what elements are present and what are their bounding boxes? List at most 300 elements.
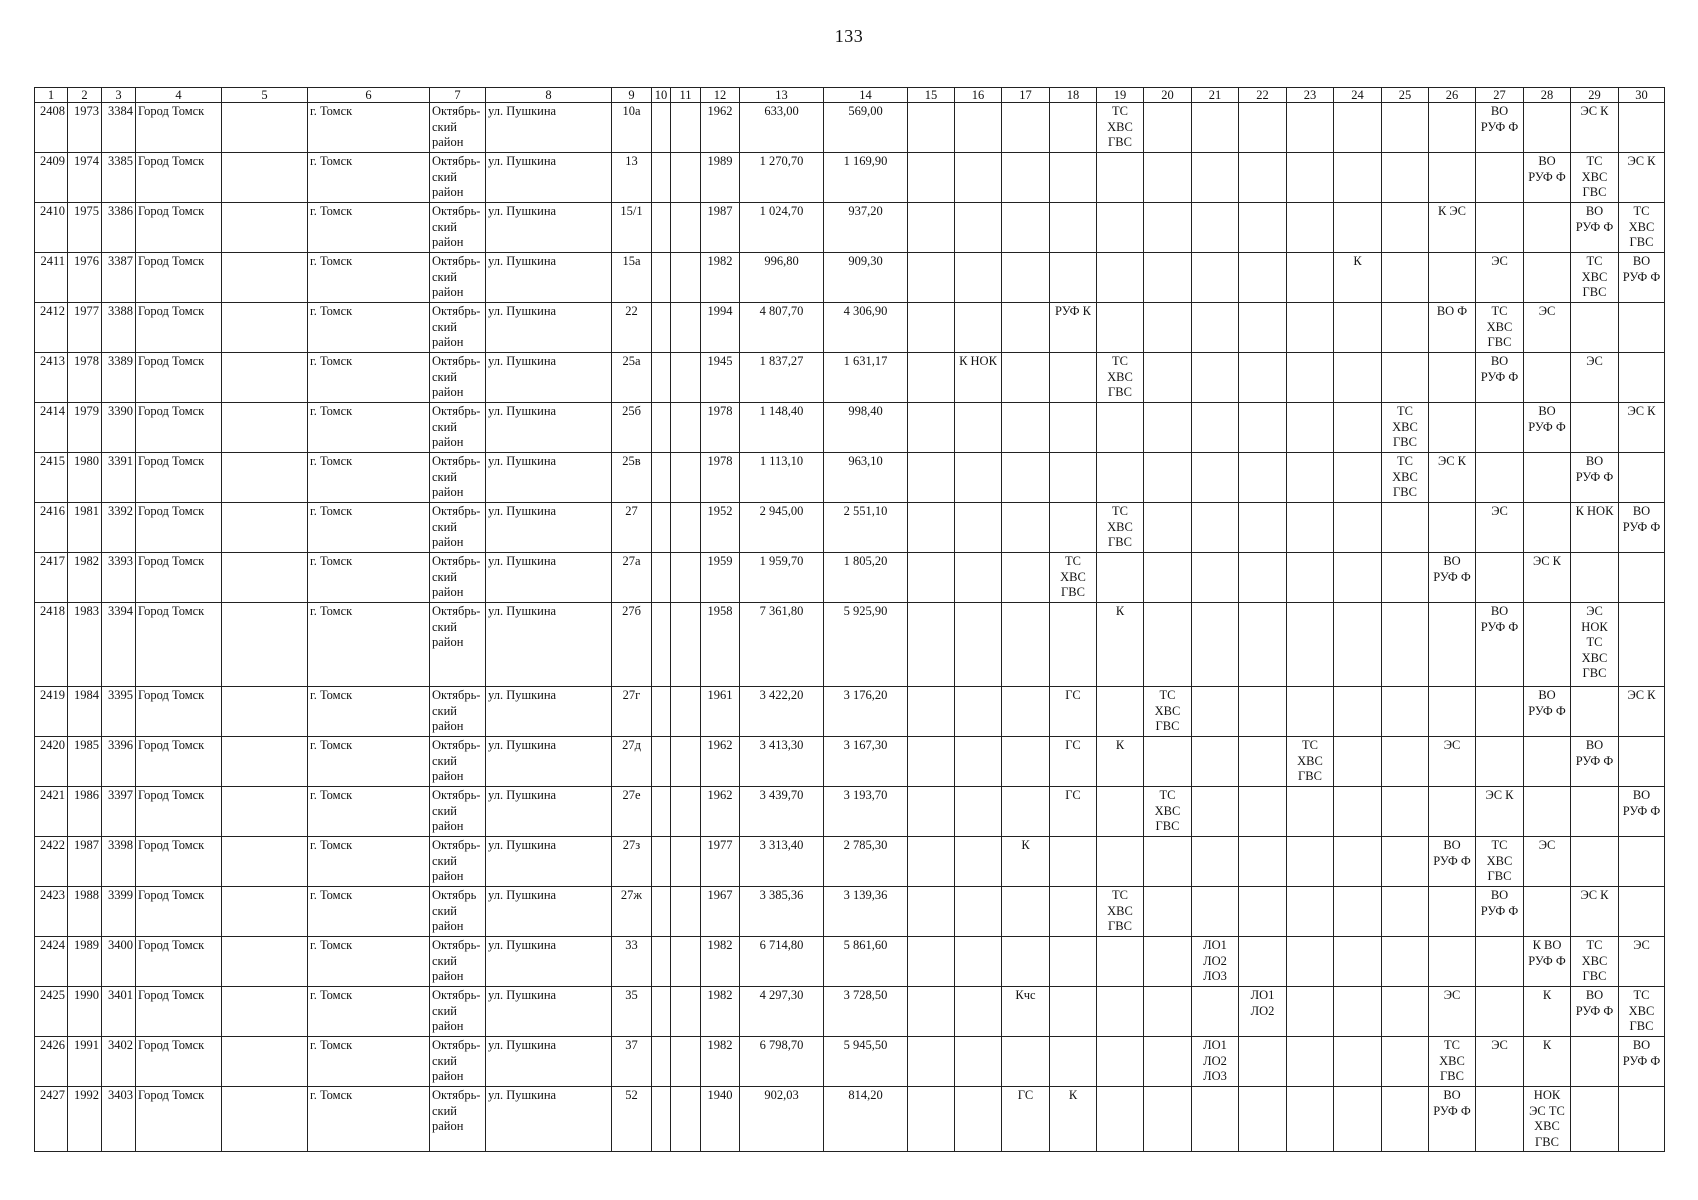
cell-col-14: 5 925,90 [824, 603, 908, 687]
cell-col-21 [1192, 403, 1239, 453]
cell-col-12: 1982 [701, 987, 740, 1037]
cell-col-20 [1144, 837, 1192, 887]
cell-col-13: 4 807,70 [740, 303, 824, 353]
cell-col-28 [1524, 787, 1571, 837]
cell-col-10 [652, 403, 671, 453]
table-row [35, 1087, 1665, 1152]
cell-col-18 [1050, 1037, 1097, 1087]
cell-col-15 [908, 153, 955, 203]
cell-col-30 [1619, 453, 1665, 503]
column-header-22: 22 [1239, 88, 1287, 103]
cell-col-21: ЛО1 ЛО2 ЛО3 [1192, 937, 1239, 987]
cell-col-9: 22 [612, 303, 652, 353]
cell-col-24 [1334, 303, 1382, 353]
cell-col-3: 3395 [102, 687, 136, 737]
cell-col-3: 3391 [102, 453, 136, 503]
column-header-18: 18 [1050, 88, 1097, 103]
cell-col-27 [1476, 553, 1524, 603]
cell-col-4: Город Томск [136, 203, 222, 253]
cell-col-10 [652, 603, 671, 687]
cell-col-22 [1239, 453, 1287, 503]
register-table [34, 87, 1665, 1152]
cell-col-26: ВО РУФ Ф [1429, 837, 1476, 887]
cell-col-29 [1571, 403, 1619, 453]
cell-col-25 [1382, 837, 1429, 887]
cell-col-24 [1334, 153, 1382, 203]
cell-col-22 [1239, 553, 1287, 603]
cell-col-28 [1524, 603, 1571, 687]
cell-col-15 [908, 103, 955, 153]
cell-col-11 [671, 737, 701, 787]
cell-col-29 [1571, 1037, 1619, 1087]
cell-col-8: ул. Пушкина [486, 503, 612, 553]
cell-col-24 [1334, 603, 1382, 687]
cell-col-14: 3 728,50 [824, 987, 908, 1037]
cell-col-5 [222, 1087, 308, 1152]
cell-col-7: Октябрь- ский район [430, 553, 486, 603]
cell-col-4: Город Томск [136, 353, 222, 403]
cell-col-14: 4 306,90 [824, 303, 908, 353]
cell-col-21 [1192, 253, 1239, 303]
cell-col-22 [1239, 353, 1287, 403]
cell-col-20 [1144, 203, 1192, 253]
cell-col-26: ЭС [1429, 987, 1476, 1037]
cell-col-24 [1334, 787, 1382, 837]
cell-col-8: ул. Пушкина [486, 687, 612, 737]
cell-col-13: 902,03 [740, 1087, 824, 1152]
cell-col-1: 2411 [35, 253, 68, 303]
cell-col-18 [1050, 603, 1097, 687]
cell-col-9: 33 [612, 937, 652, 987]
cell-col-11 [671, 203, 701, 253]
cell-col-28 [1524, 887, 1571, 937]
cell-col-18 [1050, 837, 1097, 887]
cell-col-17: К [1002, 837, 1050, 887]
cell-col-1: 2426 [35, 1037, 68, 1087]
cell-col-8: ул. Пушкина [486, 1087, 612, 1152]
cell-col-16 [955, 687, 1002, 737]
cell-col-15 [908, 453, 955, 503]
cell-col-9: 10а [612, 103, 652, 153]
cell-col-27: ЭС [1476, 253, 1524, 303]
cell-col-25 [1382, 553, 1429, 603]
cell-col-25 [1382, 1037, 1429, 1087]
cell-col-14: 937,20 [824, 203, 908, 253]
cell-col-4: Город Томск [136, 687, 222, 737]
cell-col-24: К [1334, 253, 1382, 303]
cell-col-16 [955, 987, 1002, 1037]
cell-col-16 [955, 603, 1002, 687]
cell-col-25 [1382, 687, 1429, 737]
cell-col-18: ГС [1050, 787, 1097, 837]
cell-col-27: ЭС [1476, 503, 1524, 553]
cell-col-4: Город Томск [136, 987, 222, 1037]
cell-col-13: 6 714,80 [740, 937, 824, 987]
cell-col-29: ЭС К [1571, 103, 1619, 153]
cell-col-6: г. Томск [308, 1037, 430, 1087]
cell-col-17 [1002, 103, 1050, 153]
cell-col-9: 27г [612, 687, 652, 737]
cell-col-10 [652, 887, 671, 937]
cell-col-28 [1524, 737, 1571, 787]
cell-col-9: 25б [612, 403, 652, 453]
cell-col-12: 1967 [701, 887, 740, 937]
cell-col-25 [1382, 253, 1429, 303]
cell-col-27 [1476, 737, 1524, 787]
cell-col-1: 2425 [35, 987, 68, 1037]
cell-col-16 [955, 503, 1002, 553]
column-header-15: 15 [908, 88, 955, 103]
cell-col-2: 1980 [68, 453, 102, 503]
table-row [35, 153, 1665, 203]
cell-col-8: ул. Пушкина [486, 353, 612, 403]
cell-col-3: 3400 [102, 937, 136, 987]
table-row [35, 687, 1665, 737]
cell-col-19: ТС ХВС ГВС [1097, 353, 1144, 403]
cell-col-11 [671, 403, 701, 453]
cell-col-29: ТС ХВС ГВС [1571, 153, 1619, 203]
cell-col-28 [1524, 253, 1571, 303]
cell-col-19 [1097, 1087, 1144, 1152]
cell-col-12: 1959 [701, 553, 740, 603]
cell-col-21 [1192, 203, 1239, 253]
cell-col-15 [908, 303, 955, 353]
cell-col-8: ул. Пушкина [486, 787, 612, 837]
cell-col-17 [1002, 503, 1050, 553]
cell-col-18: К [1050, 1087, 1097, 1152]
cell-col-15 [908, 1087, 955, 1152]
cell-col-22 [1239, 837, 1287, 887]
cell-col-9: 35 [612, 987, 652, 1037]
cell-col-2: 1988 [68, 887, 102, 937]
cell-col-20 [1144, 503, 1192, 553]
cell-col-28 [1524, 203, 1571, 253]
cell-col-2: 1984 [68, 687, 102, 737]
cell-col-23: ТС ХВС ГВС [1287, 737, 1334, 787]
cell-col-27: ЭС [1476, 1037, 1524, 1087]
cell-col-20 [1144, 937, 1192, 987]
cell-col-19 [1097, 837, 1144, 887]
cell-col-21 [1192, 837, 1239, 887]
column-header-28: 28 [1524, 88, 1571, 103]
cell-col-24 [1334, 503, 1382, 553]
cell-col-3: 3387 [102, 253, 136, 303]
cell-col-11 [671, 603, 701, 687]
cell-col-10 [652, 737, 671, 787]
cell-col-8: ул. Пушкина [486, 737, 612, 787]
cell-col-6: г. Томск [308, 737, 430, 787]
cell-col-16 [955, 787, 1002, 837]
cell-col-17 [1002, 253, 1050, 303]
cell-col-19 [1097, 987, 1144, 1037]
table-row [35, 403, 1665, 453]
table-row [35, 503, 1665, 553]
cell-col-28: К [1524, 987, 1571, 1037]
cell-col-6: г. Томск [308, 503, 430, 553]
cell-col-24 [1334, 353, 1382, 403]
cell-col-4: Город Томск [136, 887, 222, 937]
column-header-6: 6 [308, 88, 430, 103]
cell-col-15 [908, 837, 955, 887]
cell-col-15 [908, 937, 955, 987]
cell-col-25 [1382, 603, 1429, 687]
cell-col-10 [652, 787, 671, 837]
cell-col-29: ЭС НОК ТС ХВС ГВС [1571, 603, 1619, 687]
column-header-26: 26 [1429, 88, 1476, 103]
cell-col-10 [652, 253, 671, 303]
cell-col-26: ВО РУФ Ф [1429, 1087, 1476, 1152]
cell-col-2: 1992 [68, 1087, 102, 1152]
cell-col-3: 3388 [102, 303, 136, 353]
cell-col-27: ВО РУФ Ф [1476, 103, 1524, 153]
cell-col-24 [1334, 837, 1382, 887]
table-row [35, 887, 1665, 937]
cell-col-9: 27д [612, 737, 652, 787]
cell-col-18 [1050, 253, 1097, 303]
cell-col-9: 27б [612, 603, 652, 687]
cell-col-21 [1192, 503, 1239, 553]
cell-col-16 [955, 403, 1002, 453]
cell-col-28: ВО РУФ Ф [1524, 403, 1571, 453]
cell-col-8: ул. Пушкина [486, 203, 612, 253]
cell-col-8: ул. Пушкина [486, 603, 612, 687]
cell-col-1: 2408 [35, 103, 68, 153]
cell-col-14: 1 805,20 [824, 553, 908, 603]
cell-col-19 [1097, 303, 1144, 353]
cell-col-3: 3397 [102, 787, 136, 837]
cell-col-23 [1287, 453, 1334, 503]
cell-col-6: г. Томск [308, 987, 430, 1037]
cell-col-13: 1 959,70 [740, 553, 824, 603]
cell-col-28 [1524, 103, 1571, 153]
cell-col-1: 2420 [35, 737, 68, 787]
cell-col-3: 3386 [102, 203, 136, 253]
cell-col-6: г. Томск [308, 553, 430, 603]
cell-col-25 [1382, 987, 1429, 1037]
cell-col-23 [1287, 987, 1334, 1037]
cell-col-5 [222, 553, 308, 603]
cell-col-16 [955, 253, 1002, 303]
cell-col-10 [652, 453, 671, 503]
cell-col-21 [1192, 887, 1239, 937]
cell-col-15 [908, 403, 955, 453]
cell-col-11 [671, 987, 701, 1037]
cell-col-19 [1097, 687, 1144, 737]
cell-col-6: г. Томск [308, 303, 430, 353]
cell-col-3: 3393 [102, 553, 136, 603]
cell-col-30: ЭС К [1619, 403, 1665, 453]
cell-col-4: Город Томск [136, 103, 222, 153]
cell-col-20: ТС ХВС ГВС [1144, 787, 1192, 837]
cell-col-9: 27е [612, 787, 652, 837]
cell-col-5 [222, 737, 308, 787]
cell-col-29 [1571, 303, 1619, 353]
cell-col-12: 1961 [701, 687, 740, 737]
cell-col-23 [1287, 603, 1334, 687]
cell-col-18 [1050, 403, 1097, 453]
cell-col-13: 996,80 [740, 253, 824, 303]
cell-col-14: 5 945,50 [824, 1037, 908, 1087]
cell-col-21 [1192, 103, 1239, 153]
cell-col-17: Кчс [1002, 987, 1050, 1037]
cell-col-18 [1050, 937, 1097, 987]
column-header-3: 3 [102, 88, 136, 103]
cell-col-7: Октябрь- ский район [430, 153, 486, 203]
cell-col-22 [1239, 153, 1287, 203]
cell-col-19 [1097, 253, 1144, 303]
cell-col-24 [1334, 1087, 1382, 1152]
cell-col-8: ул. Пушкина [486, 887, 612, 937]
cell-col-20 [1144, 103, 1192, 153]
cell-col-12: 1989 [701, 153, 740, 203]
cell-col-7: Октябрь- ский район [430, 253, 486, 303]
cell-col-1: 2424 [35, 937, 68, 987]
cell-col-24 [1334, 203, 1382, 253]
cell-col-17 [1002, 153, 1050, 203]
cell-col-8: ул. Пушкина [486, 987, 612, 1037]
cell-col-13: 3 422,20 [740, 687, 824, 737]
cell-col-8: ул. Пушкина [486, 837, 612, 887]
cell-col-21 [1192, 353, 1239, 403]
cell-col-27: ВО РУФ Ф [1476, 887, 1524, 937]
cell-col-5 [222, 353, 308, 403]
table-row [35, 103, 1665, 153]
cell-col-12: 1982 [701, 937, 740, 987]
cell-col-1: 2423 [35, 887, 68, 937]
cell-col-18 [1050, 503, 1097, 553]
cell-col-19 [1097, 937, 1144, 987]
cell-col-17 [1002, 887, 1050, 937]
cell-col-7: Октябрь- ский район [430, 503, 486, 553]
cell-col-30: ТС ХВС ГВС [1619, 987, 1665, 1037]
cell-col-2: 1982 [68, 553, 102, 603]
cell-col-4: Город Томск [136, 787, 222, 837]
cell-col-30 [1619, 737, 1665, 787]
cell-col-21 [1192, 553, 1239, 603]
column-header-7: 7 [430, 88, 486, 103]
cell-col-10 [652, 103, 671, 153]
cell-col-11 [671, 787, 701, 837]
cell-col-13: 3 413,30 [740, 737, 824, 787]
cell-col-24 [1334, 987, 1382, 1037]
cell-col-26 [1429, 353, 1476, 403]
cell-col-18: РУФ К [1050, 303, 1097, 353]
cell-col-10 [652, 203, 671, 253]
cell-col-20 [1144, 453, 1192, 503]
column-header-1: 1 [35, 88, 68, 103]
cell-col-5 [222, 403, 308, 453]
cell-col-13: 3 313,40 [740, 837, 824, 887]
cell-col-3: 3402 [102, 1037, 136, 1087]
cell-col-2: 1991 [68, 1037, 102, 1087]
cell-col-8: ул. Пушкина [486, 1037, 612, 1087]
cell-col-12: 1952 [701, 503, 740, 553]
column-header-14: 14 [824, 88, 908, 103]
cell-col-2: 1975 [68, 203, 102, 253]
cell-col-21 [1192, 453, 1239, 503]
cell-col-16: К НОК [955, 353, 1002, 403]
cell-col-4: Город Томск [136, 153, 222, 203]
cell-col-21 [1192, 787, 1239, 837]
cell-col-8: ул. Пушкина [486, 103, 612, 153]
cell-col-14: 3 167,30 [824, 737, 908, 787]
cell-col-16 [955, 737, 1002, 787]
cell-col-7: Октябрь- ский район [430, 603, 486, 687]
cell-col-16 [955, 1037, 1002, 1087]
cell-col-3: 3384 [102, 103, 136, 153]
cell-col-11 [671, 503, 701, 553]
cell-col-29: ЭС [1571, 353, 1619, 403]
column-header-8: 8 [486, 88, 612, 103]
cell-col-25 [1382, 887, 1429, 937]
cell-col-10 [652, 837, 671, 887]
cell-col-4: Город Томск [136, 603, 222, 687]
cell-col-19 [1097, 203, 1144, 253]
cell-col-29: ВО РУФ Ф [1571, 987, 1619, 1037]
cell-col-3: 3401 [102, 987, 136, 1037]
cell-col-9: 27з [612, 837, 652, 887]
column-header-25: 25 [1382, 88, 1429, 103]
cell-col-12: 1962 [701, 787, 740, 837]
cell-col-12: 1982 [701, 253, 740, 303]
column-header-30: 30 [1619, 88, 1665, 103]
cell-col-30 [1619, 103, 1665, 153]
cell-col-9: 52 [612, 1087, 652, 1152]
cell-col-30: ТС ХВС ГВС [1619, 203, 1665, 253]
cell-col-23 [1287, 1087, 1334, 1152]
cell-col-29: ЭС К [1571, 887, 1619, 937]
cell-col-11 [671, 253, 701, 303]
cell-col-2: 1977 [68, 303, 102, 353]
table-row [35, 937, 1665, 987]
cell-col-19 [1097, 1037, 1144, 1087]
cell-col-4: Город Томск [136, 403, 222, 453]
cell-col-19: К [1097, 737, 1144, 787]
cell-col-11 [671, 353, 701, 403]
cell-col-8: ул. Пушкина [486, 253, 612, 303]
cell-col-1: 2421 [35, 787, 68, 837]
column-header-12: 12 [701, 88, 740, 103]
cell-col-7: Октябрь- ский район [430, 687, 486, 737]
cell-col-26 [1429, 887, 1476, 937]
cell-col-10 [652, 937, 671, 987]
table-row [35, 1037, 1665, 1087]
cell-col-10 [652, 553, 671, 603]
cell-col-26: ЭС [1429, 737, 1476, 787]
column-header-16: 16 [955, 88, 1002, 103]
cell-col-24 [1334, 687, 1382, 737]
cell-col-24 [1334, 103, 1382, 153]
cell-col-12: 1978 [701, 453, 740, 503]
cell-col-1: 2419 [35, 687, 68, 737]
cell-col-10 [652, 353, 671, 403]
cell-col-6: г. Томск [308, 837, 430, 887]
cell-col-7: Октябрь- ский район [430, 1037, 486, 1087]
cell-col-12: 1994 [701, 303, 740, 353]
column-header-9: 9 [612, 88, 652, 103]
cell-col-6: г. Томск [308, 353, 430, 403]
cell-col-20 [1144, 553, 1192, 603]
cell-col-24 [1334, 937, 1382, 987]
cell-col-13: 1 148,40 [740, 403, 824, 453]
cell-col-25 [1382, 303, 1429, 353]
cell-col-18 [1050, 353, 1097, 403]
cell-col-30: ВО РУФ Ф [1619, 253, 1665, 303]
cell-col-18: ГС [1050, 737, 1097, 787]
cell-col-23 [1287, 303, 1334, 353]
cell-col-5 [222, 203, 308, 253]
cell-col-17 [1002, 553, 1050, 603]
